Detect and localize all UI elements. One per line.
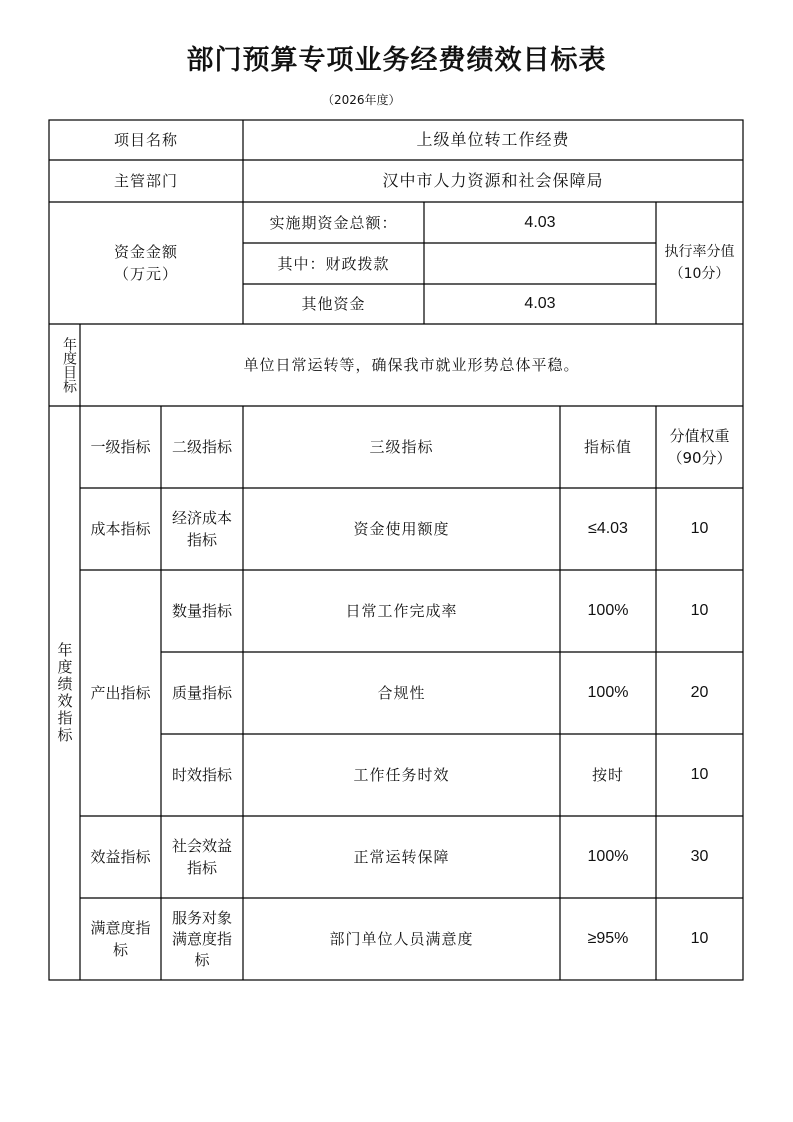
annual-goal-label: 年度目标 [61,337,77,393]
table-row-level2: 质量指标 [171,684,232,702]
level1-cost: 成本指标 [90,520,151,538]
table-row-weight: 10 [690,520,709,537]
table-row-value: 100% [587,684,629,701]
table-row-level2: 服务对象 满意度指 标 [171,908,232,969]
funds-other-label: 其他资金 [301,295,366,313]
project-name-label: 项目名称 [113,131,178,149]
table-row-weight: 30 [690,848,709,865]
table-row-level2: 经济成本 指标 [171,509,232,549]
funds-total-value: 4.03 [524,213,556,231]
header-level3: 三级指标 [369,438,434,456]
header-level2: 二级指标 [171,438,232,456]
year-label: （2026年度） [322,93,401,107]
table-row-value: 100% [587,848,629,865]
funds-total-label: 实施期资金总额： [269,213,398,232]
table-row-level2: 时效指标 [171,766,232,784]
dept-label: 主管部门 [113,172,178,190]
table-row-weight: 10 [690,930,709,947]
table-row-value: 100% [587,602,629,619]
level1-benefit: 效益指标 [90,848,151,866]
dept-value: 汉中市人力资源和社会保障局 [382,171,604,190]
header-weight: 分值权重 （90分） [667,427,732,467]
funds-label: 资金金额 （万元） [113,243,178,283]
table-row-weight: 10 [690,602,709,619]
table-row-level3: 工作任务时效 [353,766,450,784]
table-row-level3: 正常运转保障 [353,848,450,866]
header-level1: 一级指标 [90,438,151,456]
table-row-level3: 部门单位人员满意度 [329,930,474,948]
table-row-level2: 数量指标 [171,602,232,620]
funds-fiscal-value [424,243,656,284]
table-row-value: 按时 [591,766,624,784]
header-value: 指标值 [583,438,632,456]
table-row-level2: 社会效益 指标 [171,837,232,877]
level1-satisfaction: 满意度指 标 [90,919,151,959]
project-name-value: 上级单位转工作经费 [416,130,570,149]
table-row-weight: 10 [690,766,709,783]
table-row-level3: 合规性 [377,684,426,702]
funds-other-value: 4.03 [524,295,556,312]
table-row-level3: 日常工作完成率 [345,602,458,620]
table-row-weight: 20 [690,684,709,701]
table-row-value: ≥95% [587,930,629,947]
table-row-value: ≤4.03 [588,520,628,537]
page-title: 部门预算专项业务经费绩效目标表 [186,45,607,76]
annual-goal-text: 单位日常运转等，确保我市就业形势总体平稳。 [243,356,580,374]
table-row-level3: 资金使用额度 [353,520,450,538]
indicators-section-label: 年度绩效指标 [55,642,74,744]
level1-output: 产出指标 [90,684,151,702]
funds-fiscal-label: 其中：财政拨款 [277,254,390,273]
execution-rate-score: 执行率分值 （10分） [664,244,735,282]
